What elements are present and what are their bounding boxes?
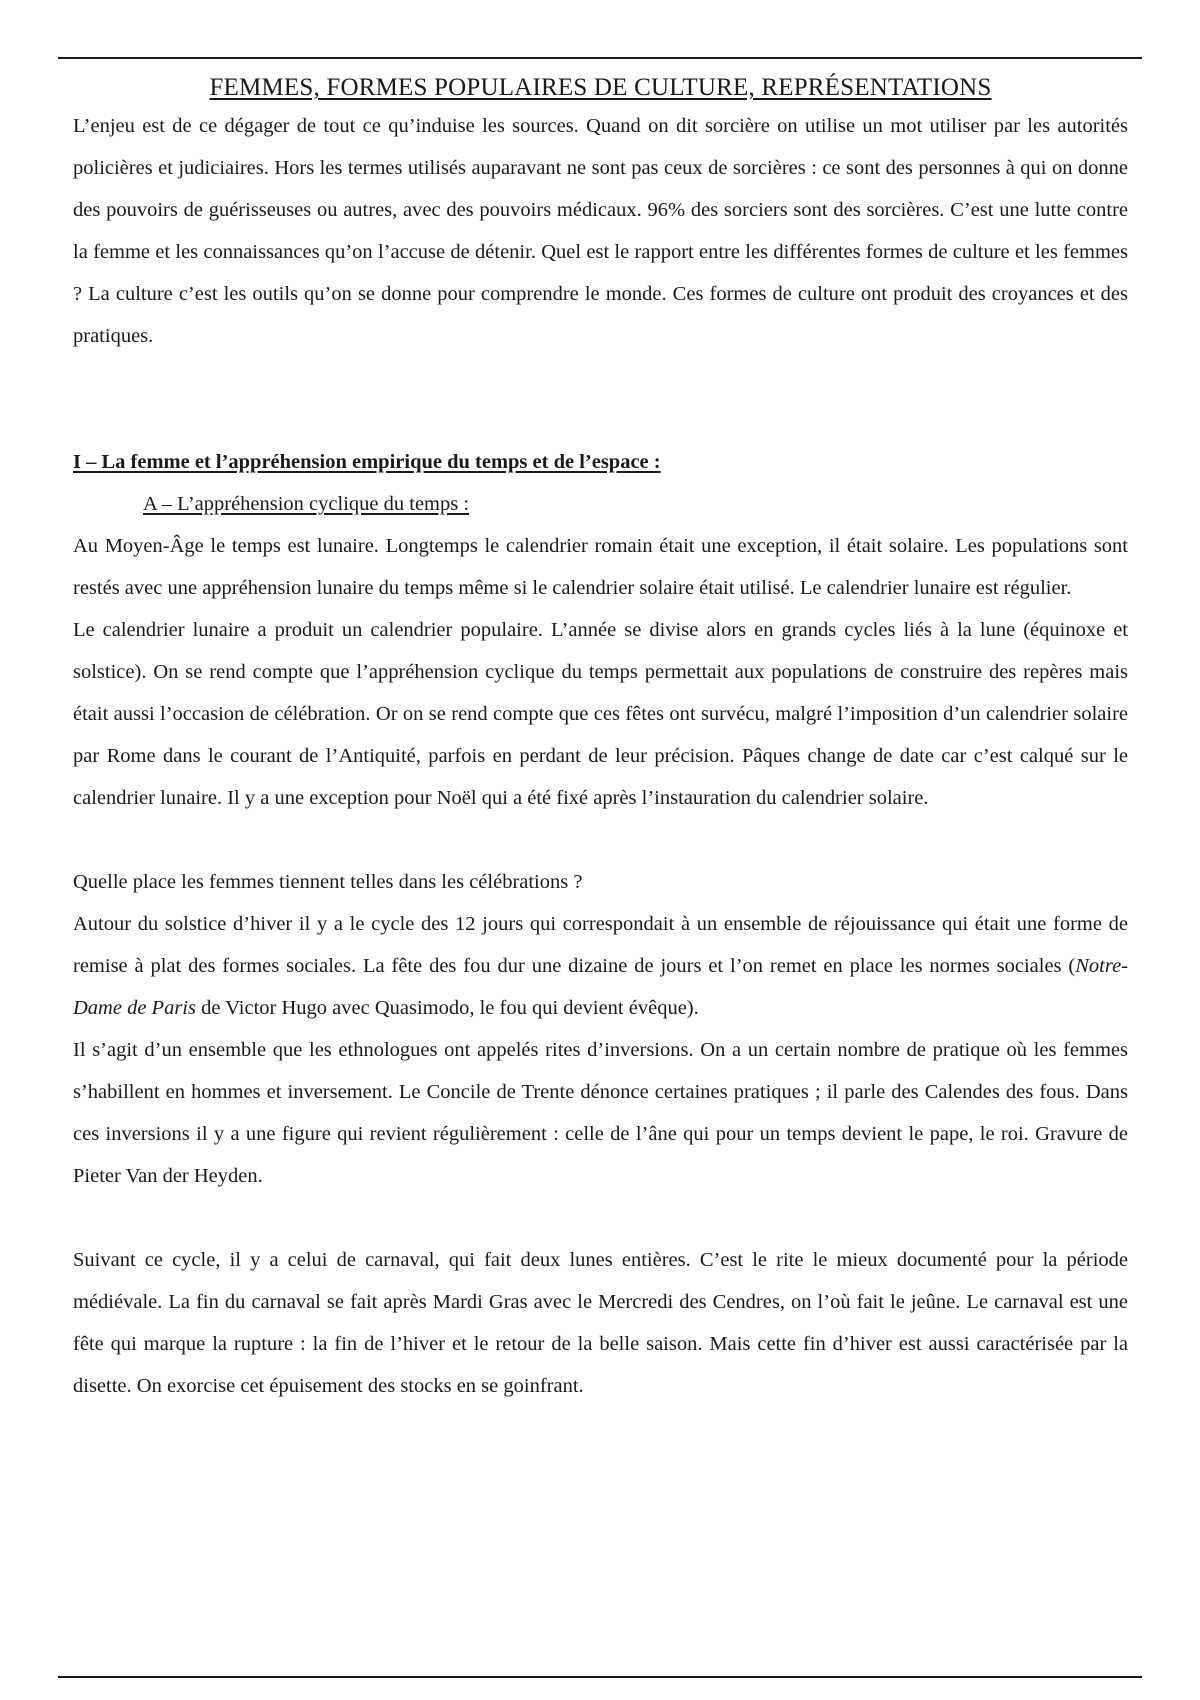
paragraph-popular-calendar: Le calendrier lunaire a produit un calendrier populaire. L’année se divise alors en grands cycles liés à la lune (équinoxe et solstice). On se rend compte que l’appréhension cyclique du temps permettait aux populations de construire des repères mais était aussi l’occasion de célébration. Or on se rend compte que ces fêtes ont survécu, malgré l’imposition d’un calendrier solaire par Rome dans le courant de l’Antiquité, parfois en perdant de leur précision. Pâques change de date car c’est calqué sur le calendrier lunaire. Il y a une exception pour Noël qui a été fixé après l’instauration du calendrier solaire. [73,619,1128,809]
document-page [73,72,1128,1407]
spacer [73,819,1128,861]
document-title: FEMMES, FORMES POPULAIRES DE CULTURE, REPRÉSENTATIONS [209,74,992,101]
paragraph-inversion-rites: Il s’agit d’un ensemble que les ethnologues ont appelés rites d’inversions. On a un certain nombre de pratique où les femmes s’habillent en hommes et inversement. Le Concile de Trente dénonce certaines pratiques ; il parle des Calendes des fous. Dans ces inversions il y a une figure qui revient régulièrement : celle de l’âne qui pour un temps devient le pape, le roi. Gravure de Pieter Van der Heyden. [73,1039,1128,1187]
subsection-heading: A – L’appréhension cyclique du temps : [143,493,470,515]
question-paragraph: Quelle place les femmes tiennent telles dans les célébrations ? [73,871,583,893]
paragraph-carnival: Suivant ce cycle, il y a celui de carnaval, qui fait deux lunes entières. C’est le rite le mieux documenté pour la période médiévale. La fin du carnaval se fait après Mardi Gras avec le Mercredi des Cendres, on l’où fait le jeûne. Le carnaval est une fête qui marque la rupture : la fin de l’hiver et le retour de la belle saison. Mais cette fin d’hiver est aussi caractérisée par la disette. On exorcise cet épuisement des stocks en se goinfrant. [73,1249,1128,1397]
paragraph-twelve-days [73,903,1128,1029]
section-heading: I – La femme et l’appréhension empirique du temps et de l’espace : [73,451,661,473]
paragraph-lunar-time: Au Moyen-Âge le temps est lunaire. Longtemps le calendrier romain était une exception, il était solaire. Les populations sont restés avec une appréhension lunaire du temps même si le calendrier solaire était utilisé. Le calendrier lunaire est régulier. [73,535,1128,599]
footer-rule [58,1676,1142,1678]
intro-paragraph: L’enjeu est de ce dégager de tout ce qu’induise les sources. Quand on dit sorcière on utilise un mot utiliser par les autorités policières et judiciaires. Hors les termes utilisés auparavant ne sont pas ceux de sorcières : ce sont des personnes à qui on donne des pouvoirs de guérisseuses ou autres, avec des pouvoirs médicaux. 96% des sorciers sont des sorcières. C’est une lutte contre la femme et les connaissances qu’on l’accuse de détenir. Quel est le rapport entre les différentes formes de culture et les femmes ? La culture c’est les outils qu’on se donne pour comprendre le monde. Ces formes de culture ont produit des croyances et des pratiques. [73,115,1128,347]
twelve-days-text-end: de Victor Hugo avec Quasimodo, le fou qui devient évêque). [195,997,699,1019]
spacer [73,1197,1128,1239]
twelve-days-text: Autour du solstice d’hiver il y a le cycle des 12 jours qui correspondait à un ensemble de réjouissance qui était une forme de remise à plat des formes sociales. La fête des fou dur une dizaine de jours et l’on remet en place les normes sociales ( [73,913,1128,977]
book-title: Notre-Dame de Paris [73,955,1128,1019]
header-rule [58,57,1142,59]
spacer [73,357,1128,441]
